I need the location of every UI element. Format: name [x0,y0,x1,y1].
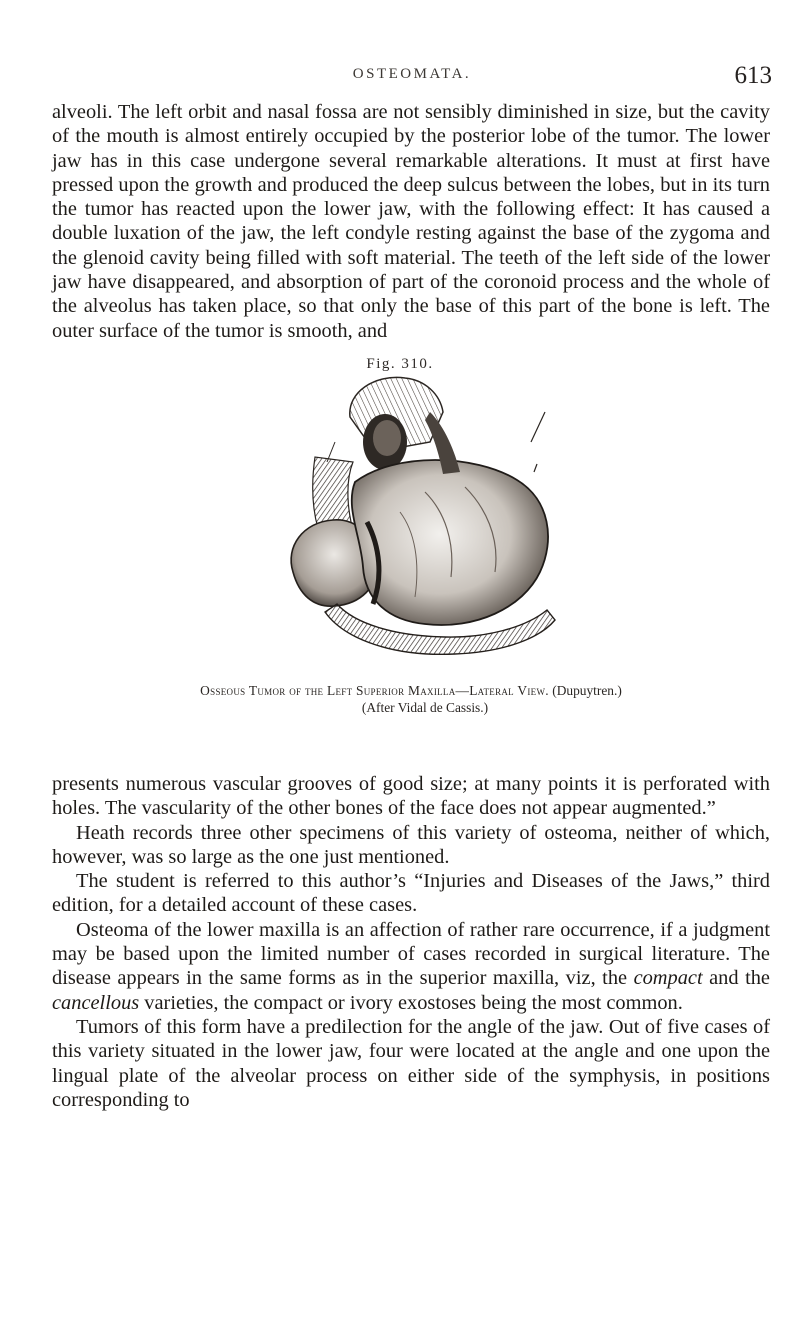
running-title: OSTEOMATA. [352,66,472,82]
caption-credit: (Dupuytren.) [552,683,622,698]
paragraph-heath: Heath records three other specimens of this variety of osteoma, neither of which, however, was so large as the one just mentioned. [52,821,770,868]
skull-engraving-icon [255,372,655,668]
paragraph-reference: The student is referred to this author’s “Injuries and Diseases of the Jaws,” third edition, for a detailed account of these cases. [52,870,770,917]
emphasis-cancellous: cancellous [52,991,140,1014]
figure-label: Fig. 310. [366,356,434,372]
caption-title: Osseous Tumor of the Left Superior Maxilla—Lateral View. [200,683,549,698]
paragraph-angle: Tumors of this form have a predilection for the angle of the jaw. Out of five cases of this variety situated in the lower jaw, four were located at the angle and one upon the lingual plate of the alveolar process on either side of the symphysis, in positions corresponding to [52,1015,770,1111]
text-run: Osteoma of the lower maxilla is an affection of rather rare occurrence, if a judgment may be based upon the limited number of cases recorded in surgical literature. The disease appears in the same forms as in the superior maxilla, viz, the [52,918,770,990]
paragraph-continuation: alveoli. The left orbit and nasal fossa are not sensibly diminished in size, but the cavity of the mouth is almost entirely occupied by the posterior lobe of the tumor. The lower jaw has in this case undergone several remarkable alterations. It must at first have pressed upon the growth and produced the deep sulcus between the lobes, but in its turn the tumor has reacted upon the lower jaw, with the following effect: It has caused a double luxation of the jaw, the left condyle resting against the base of the zygoma and the glenoid cavity being filled with soft material. The teeth of the left side of the lower jaw have disappeared, and absorption of part of the coronoid process and the whole of the alveolus has taken place, so that only the base of this part of the bone is left. The outer surface of the tumor is smooth, and [52,101,770,342]
text-run: and the [702,967,770,990]
page-number: 613 [734,62,772,89]
text-run: varieties, the compact or ivory exostoses being the most common. [139,991,683,1014]
paragraph-lower-maxilla [52,918,770,1015]
body-text-bottom [52,772,770,1112]
figure-caption [52,682,770,716]
running-head [52,62,772,94]
body-text-top [52,100,770,343]
emphasis-compact: compact [633,967,703,990]
caption-source: (After Vidal de Cassis.) [361,700,489,715]
paragraph-continuation-2: presents numerous vascular grooves of good size; at many points it is perforated with holes. The vascularity of the other bones of the face does not appear augmented.” [52,773,770,820]
